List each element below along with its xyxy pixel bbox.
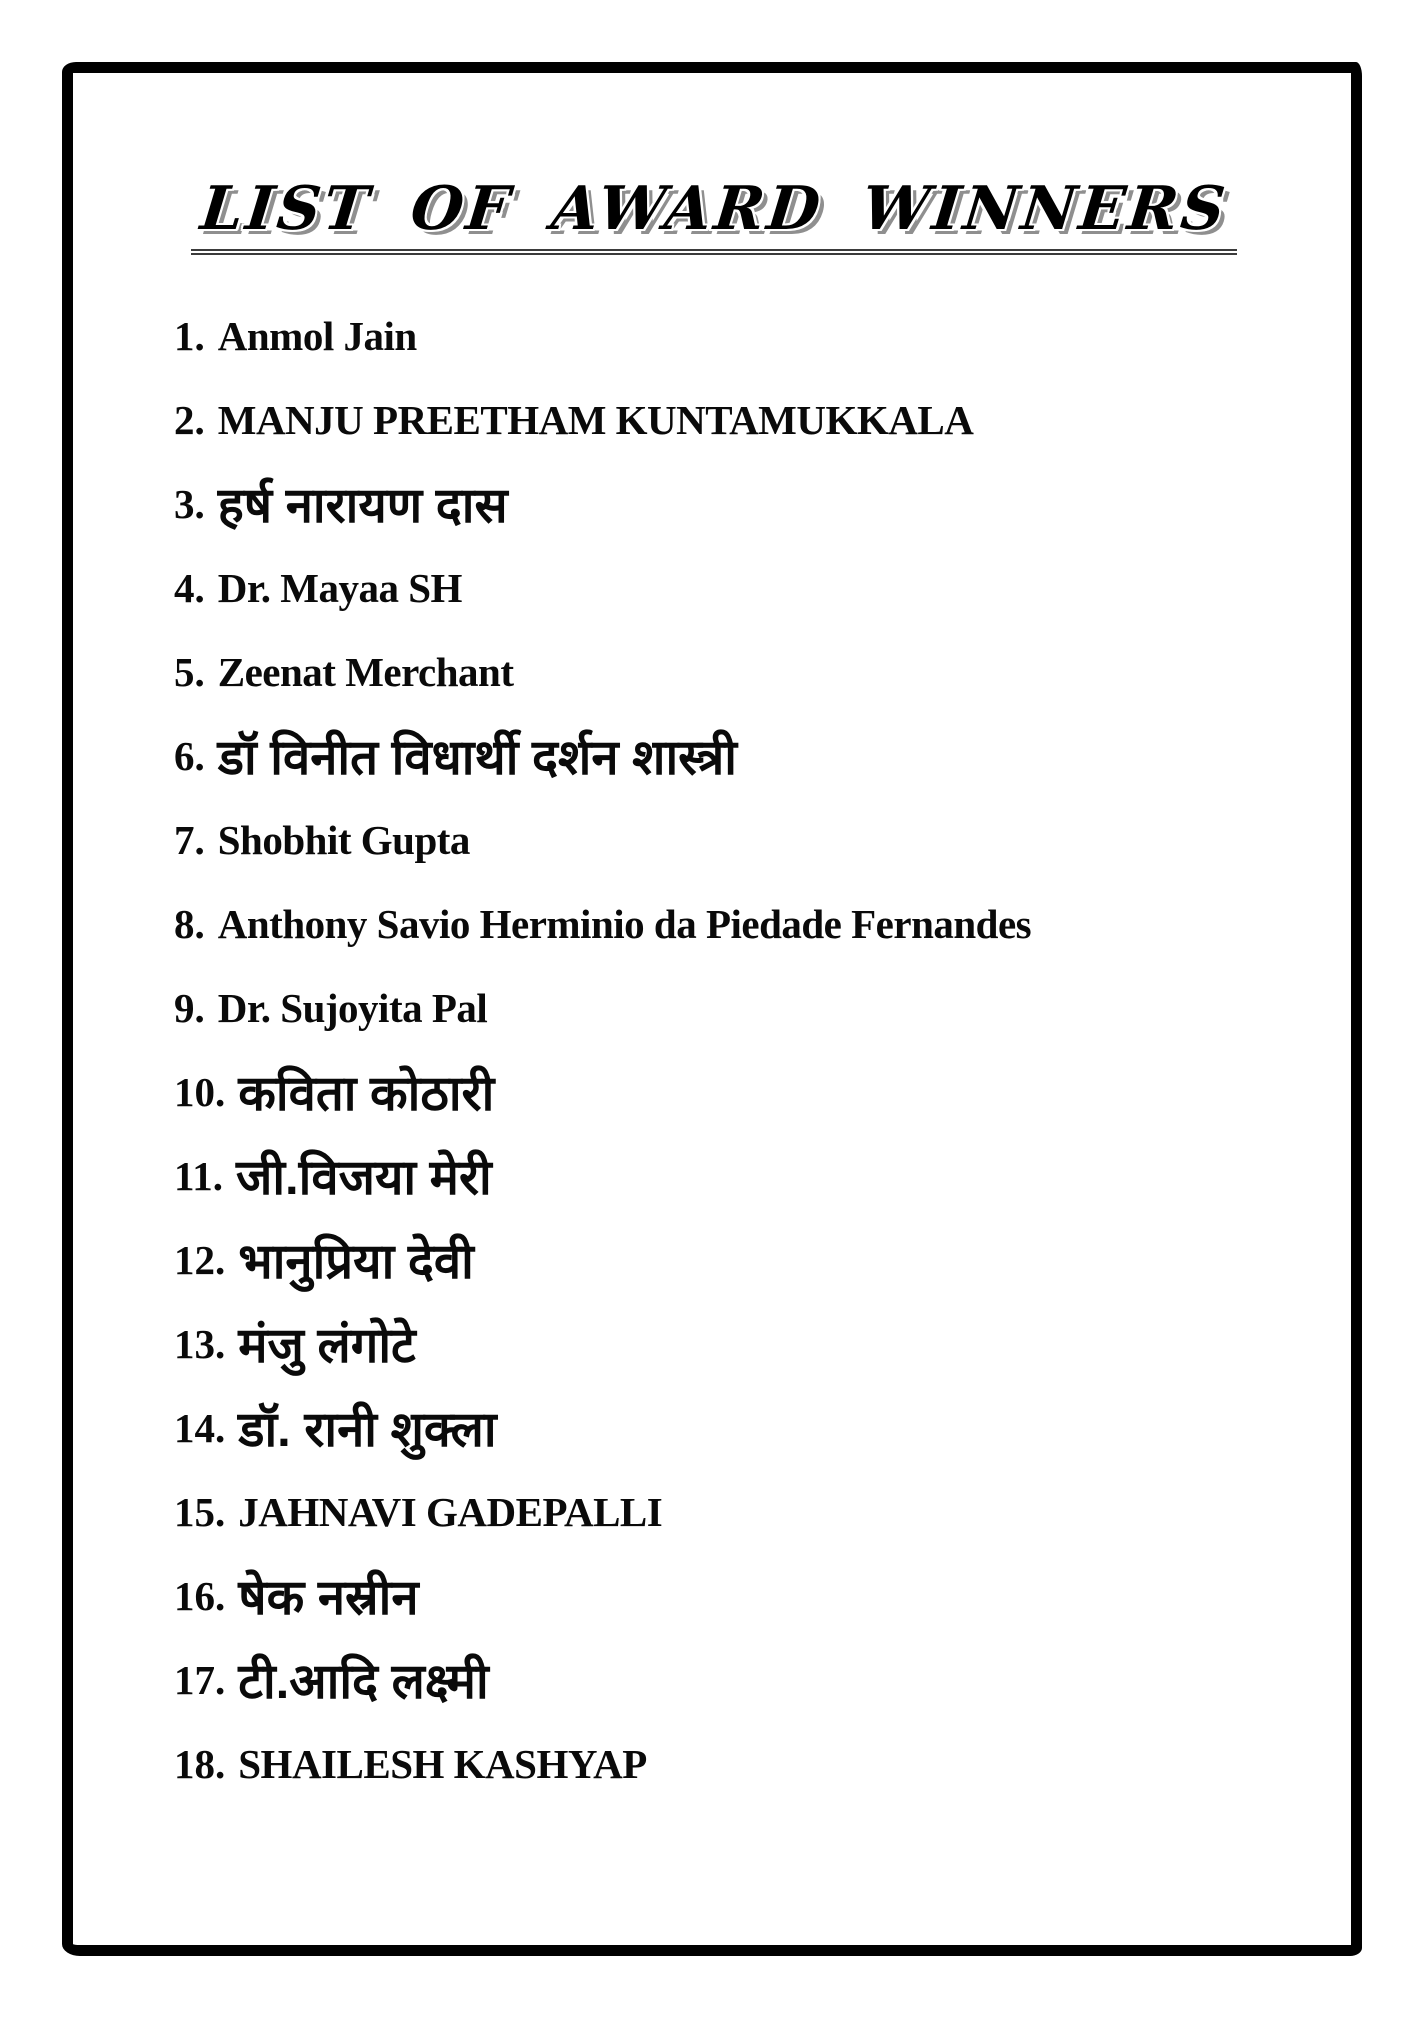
list-item-name: डॉ. रानी शुक्ला	[238, 1403, 497, 1457]
list-item-name: Dr. Sujoyita Pal	[217, 985, 488, 1031]
list-item	[174, 882, 1328, 966]
list-item-number: 17.	[174, 1657, 226, 1703]
list-item-name: मंजु लंगोटे	[238, 1319, 416, 1373]
list-item-name: Zeenat Merchant	[217, 649, 514, 695]
list-item	[174, 294, 1328, 378]
list-item	[174, 378, 1328, 462]
list-item-name: हर्ष नारायण दास	[217, 479, 508, 533]
list-item-number: 2.	[174, 397, 205, 443]
list-item-number: 18.	[174, 1741, 226, 1787]
list-item-name: डॉ विनीत विधार्थी दर्शन शास्त्री	[217, 731, 737, 785]
list-item-name: जी.विजया मेरी	[236, 1151, 492, 1205]
list-item	[174, 630, 1328, 714]
list-item-number: 14.	[174, 1405, 226, 1451]
list-item-number: 7.	[174, 817, 205, 863]
list-item-number: 3.	[174, 481, 205, 527]
list-item-name: Dr. Mayaa SH	[217, 565, 462, 611]
list-item-name: MANJU PREETHAM KUNTAMUKKALA	[217, 397, 974, 443]
list-item-name: टी.आदि लक्ष्मी	[238, 1655, 489, 1709]
list-item-number: 8.	[174, 901, 205, 947]
list-item-number: 5.	[174, 649, 205, 695]
list-item-number: 16.	[174, 1573, 226, 1619]
list-item	[174, 1050, 1328, 1134]
list-item	[174, 546, 1328, 630]
list-item-name: भानुप्रिया देवी	[238, 1235, 474, 1289]
list-item	[174, 1386, 1328, 1470]
list-item-number: 9.	[174, 985, 205, 1031]
list-item	[174, 1722, 1328, 1806]
list-item	[174, 1134, 1328, 1218]
page-title: LIST OF AWARD WINNERS	[197, 174, 1231, 244]
list-item	[174, 966, 1328, 1050]
list-item-number: 15.	[174, 1489, 226, 1535]
title-underline	[191, 174, 1237, 255]
list-item-name: षेक नस्रीन	[238, 1571, 419, 1625]
list-item-number: 11.	[174, 1153, 223, 1199]
list-item-number: 1.	[174, 313, 205, 359]
list-item	[174, 462, 1328, 546]
list-item-name: SHAILESH KASHYAP	[238, 1741, 647, 1787]
list-item	[174, 1470, 1328, 1554]
list-item-name: कविता कोठारी	[238, 1067, 495, 1121]
list-item-number: 12.	[174, 1237, 226, 1283]
list-item-number: 6.	[174, 733, 205, 779]
list-item	[174, 714, 1328, 798]
title-section	[0, 174, 1428, 255]
list-item	[174, 798, 1328, 882]
award-winners-list	[174, 294, 1328, 1806]
list-item-name: Shobhit Gupta	[217, 817, 470, 863]
list-item	[174, 1554, 1328, 1638]
list-item-name: JAHNAVI GADEPALLI	[238, 1489, 663, 1535]
list-item-number: 10.	[174, 1069, 226, 1115]
list-item	[174, 1218, 1328, 1302]
list-item	[174, 1638, 1328, 1722]
list-item	[174, 1302, 1328, 1386]
list-item-number: 13.	[174, 1321, 226, 1367]
list-item-number: 4.	[174, 565, 205, 611]
list-item-name: Anthony Savio Herminio da Piedade Fernandes	[217, 901, 1032, 947]
list-item-name: Anmol Jain	[217, 313, 417, 359]
